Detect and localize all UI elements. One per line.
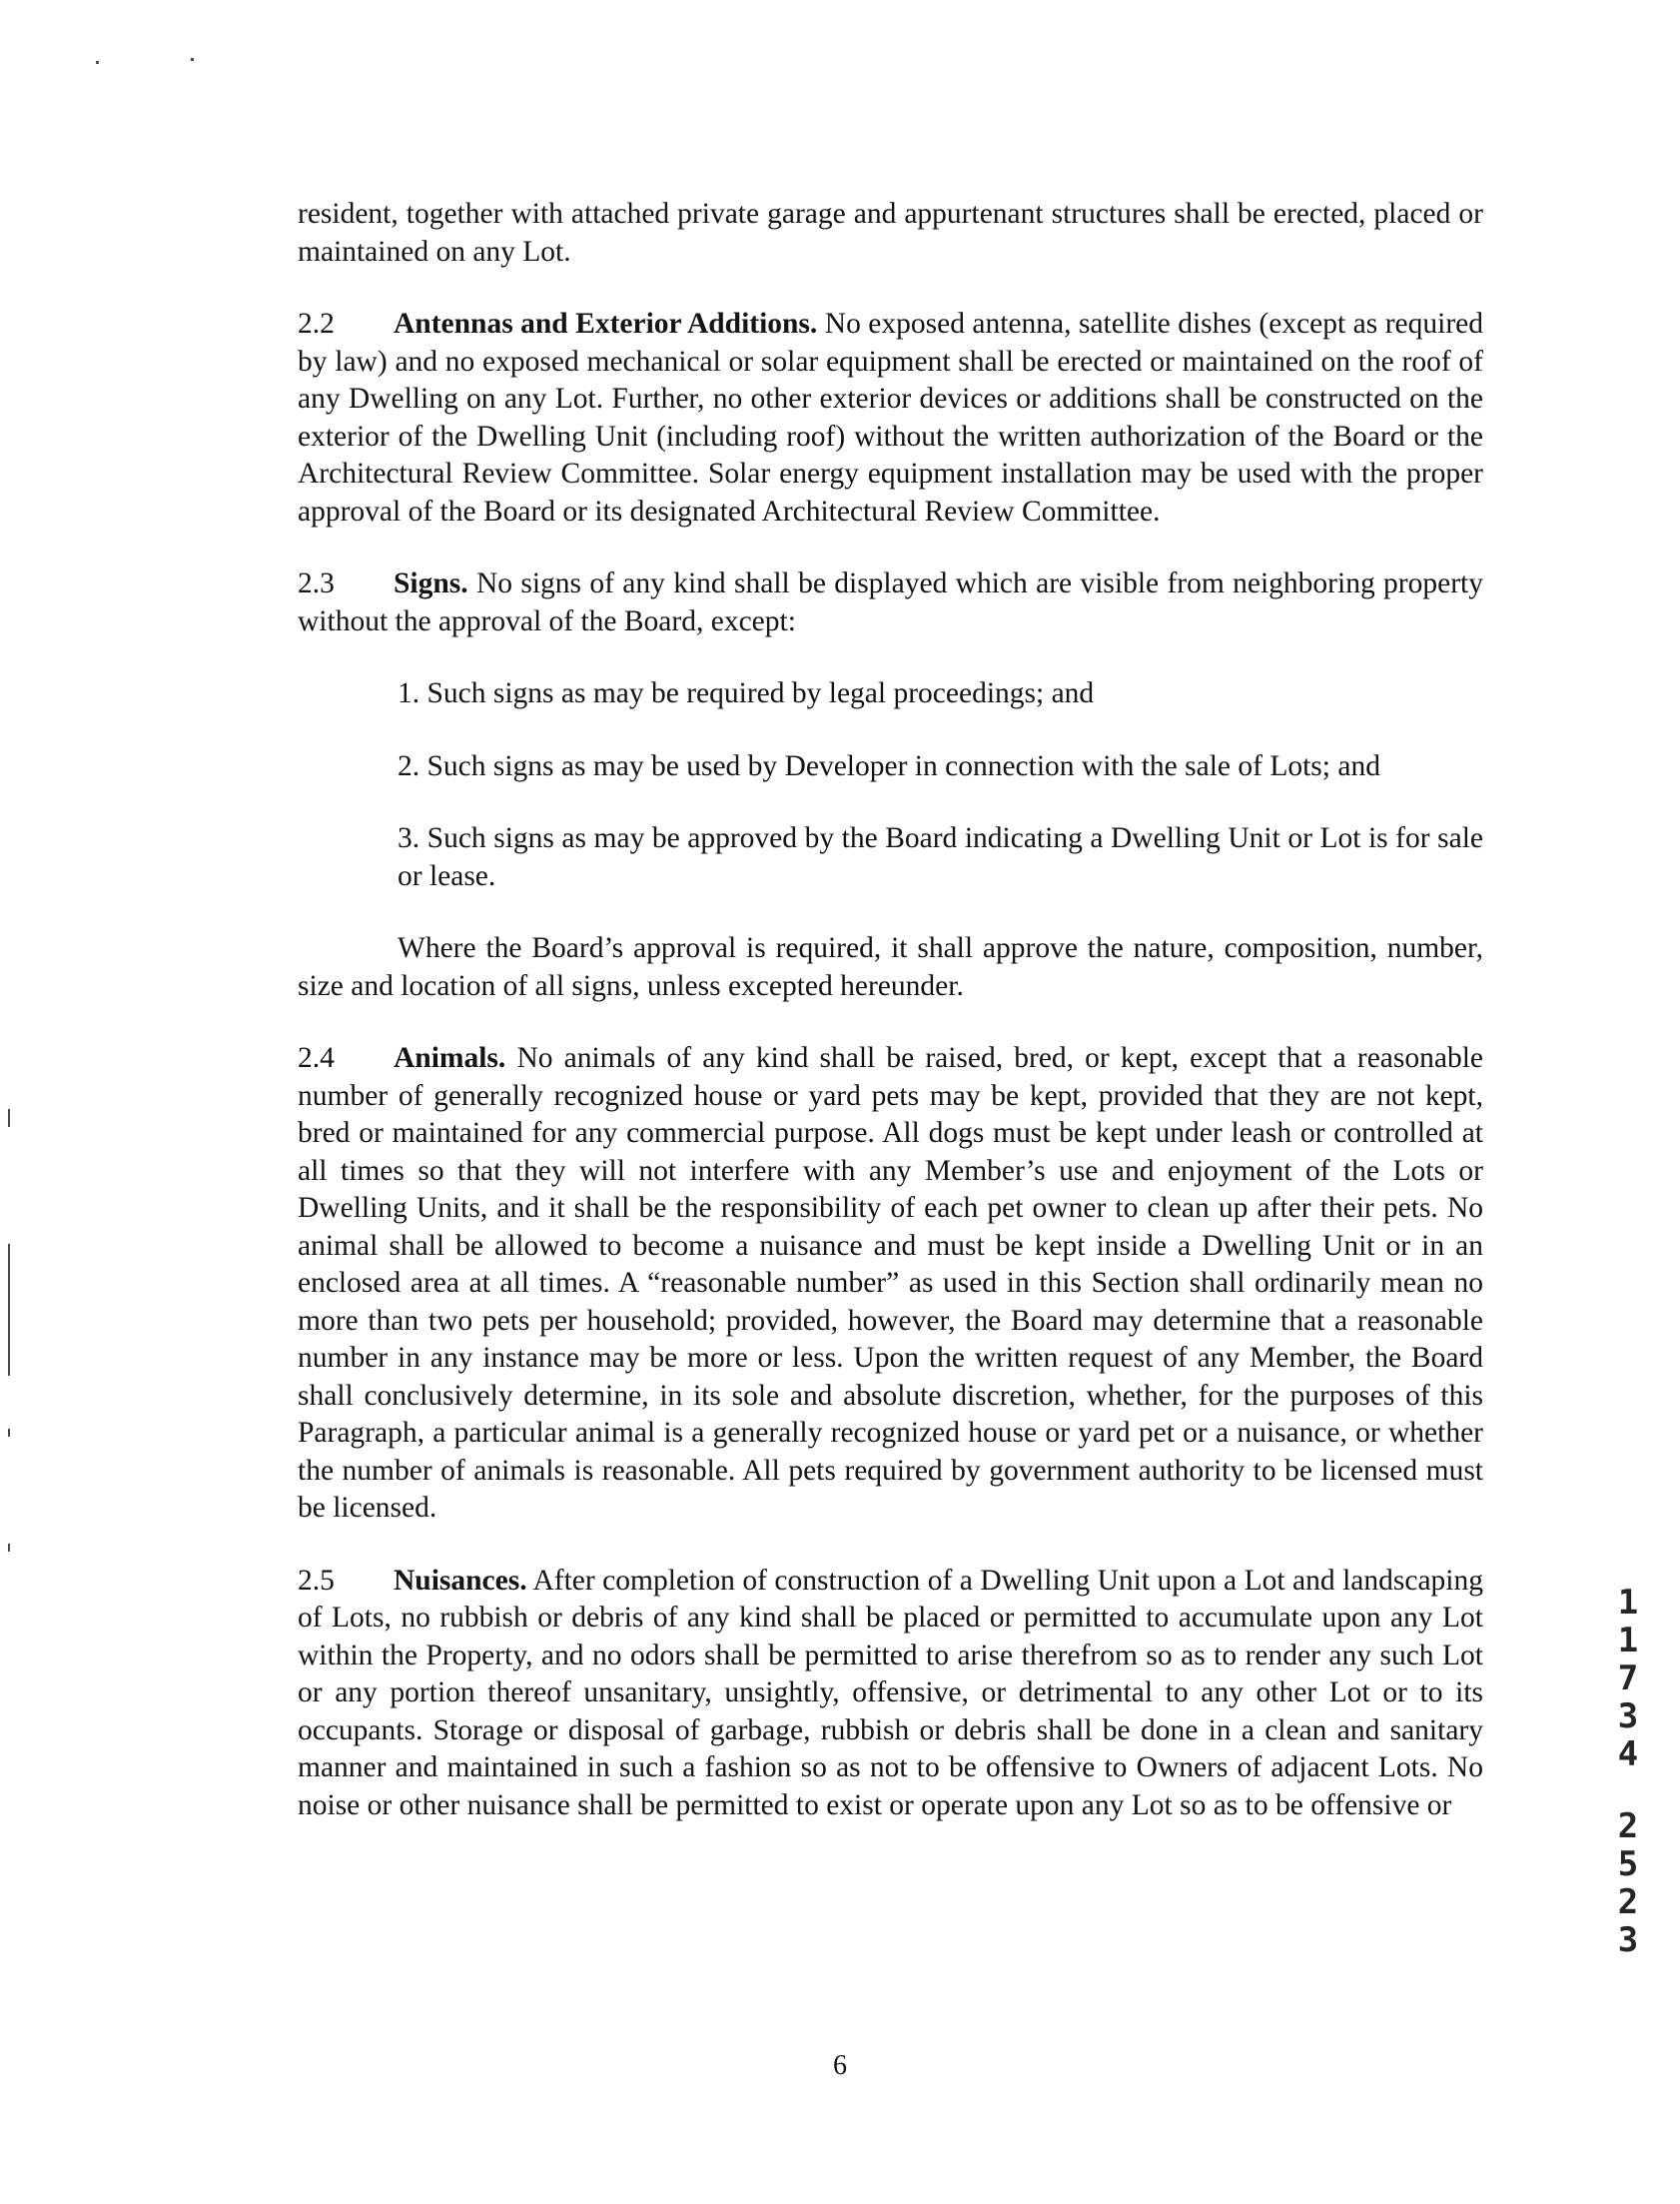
section-2-4 bbox=[298, 1040, 1483, 1528]
recording-stamp bbox=[1608, 1584, 1648, 1959]
scan-mark bbox=[8, 1244, 10, 1376]
section-number: 2.3 bbox=[298, 567, 335, 599]
stamp-digit: 1 bbox=[1617, 1621, 1639, 1660]
stamp-digit: 3 bbox=[1617, 1696, 1639, 1736]
section-heading: Nuisances. bbox=[394, 1564, 527, 1597]
stamp-digit: 2 bbox=[1617, 1806, 1639, 1846]
section-text: No exposed antenna, satellite dishes (except as required by law) and no exposed mechanical or solar equipment shall be erected or maintained on the roof of any Dwelling on any Lot. Further, no other exterior devices or additions shall be constructed on the exterior of the Dwelling Unit (including roof) without the written authorization of the Board or the Architectural Review Committee. Solar energy equipment installation may be used with the proper approval of the Board or its designated Architectural Review Committee. bbox=[298, 308, 1483, 528]
scan-mark bbox=[8, 1544, 10, 1552]
scan-mark bbox=[8, 1109, 10, 1127]
signs-closing-paragraph: Where the Board’s approval is required, it shall approve the nature, composition, number, size and location of all signs, unless excepted hereunder. bbox=[298, 932, 1483, 1002]
stamp-digit: 4 bbox=[1617, 1734, 1639, 1774]
section-text: After completion of construction of a Dwelling Unit upon a Lot and landscaping of Lots, no rubbish or debris of any kind shall be placed or permitted to accumulate upon any Lot within the Property, and no odors shall be permitted to arise therefrom so as to render any such Lot or any portion thereof unsanitary, unsightly, offensive, or detrimental to any other Lot or to its occupants. Storage or disposal of garbage, rubbish or debris shall be done in a clean and sanitary manner and maintained in such a fashion so as not to be offensive to Owners of adjacent Lots. No noise or other nuisance shall be permitted to exist or operate upon any Lot so as to be offensive or bbox=[298, 1564, 1484, 1821]
section-2-3 bbox=[298, 565, 1483, 640]
section-number: 2.4 bbox=[298, 1042, 335, 1074]
section-2-5 bbox=[298, 1563, 1483, 1825]
section-number: 2.5 bbox=[298, 1564, 335, 1597]
section-2-2 bbox=[298, 306, 1483, 531]
signs-list-item: 1. Such signs as may be required by legal proceedings; and bbox=[398, 677, 1095, 709]
stamp-digit: 3 bbox=[1617, 1920, 1639, 1960]
scan-dot bbox=[191, 58, 194, 61]
stamp-digit: 2 bbox=[1617, 1882, 1639, 1922]
section-text: No animals of any kind shall be raised, bred, or kept, except that a reasonable number of generally recognized house or yard pets may be kept, provided that they are not kept, bred or maintained for any commercial purpose. All dogs must be kept under leash or controlled at all times so that they will not interfere with any Member’s use and enjoyment of the Lots or Dwelling Units, and it shall be the responsibility of each pet owner to clean up after their pets. No animal shall be allowed to become a nuisance and must be kept inside a Dwelling Unit or in an enclosed area at all times. A “reasonable number” as used in this Section shall ordinarily mean no more than two pets per household; provided, however, the Board may determine that a reasonable number in any instance may be more or less. Upon the written request of any Member, the Board shall conclusively determine, in its sole and absolute discretion, whether, for the purposes of this Paragraph, a particular animal is a generally recognized house or yard pet or a nuisance, or whether the number of animals is reasonable. All pets required by government authority to be licensed must be licensed. bbox=[298, 1042, 1483, 1524]
section-heading: Antennas and Exterior Additions. bbox=[394, 308, 818, 340]
page-number: 6 bbox=[833, 2050, 847, 2081]
section-text: No signs of any kind shall be displayed which are visible from neighboring property without the approval of the Board, except: bbox=[298, 567, 1483, 637]
scan-mark bbox=[8, 1429, 10, 1437]
document-body bbox=[298, 196, 1483, 1824]
section-heading: Animals. bbox=[394, 1042, 506, 1074]
stamp-digit: 7 bbox=[1617, 1658, 1639, 1698]
signs-list-item: 3. Such signs as may be approved by the Board indicating a Dwelling Unit or Lot is for sale or lease. bbox=[398, 822, 1483, 892]
stamp-digit: 1 bbox=[1617, 1583, 1639, 1623]
signs-list-item: 2. Such signs as may be used by Developer in connection with the sale of Lots; and bbox=[398, 749, 1380, 782]
stamp-spacer bbox=[1608, 1773, 1648, 1807]
stamp-digit: 5 bbox=[1617, 1844, 1639, 1884]
section-number: 2.2 bbox=[298, 308, 335, 340]
scan-dot bbox=[96, 61, 99, 64]
section-heading: Signs. bbox=[394, 567, 468, 599]
continuation-paragraph: resident, together with attached private garage and appurtenant structures shall be erected, placed or maintained on any Lot. bbox=[298, 198, 1483, 268]
